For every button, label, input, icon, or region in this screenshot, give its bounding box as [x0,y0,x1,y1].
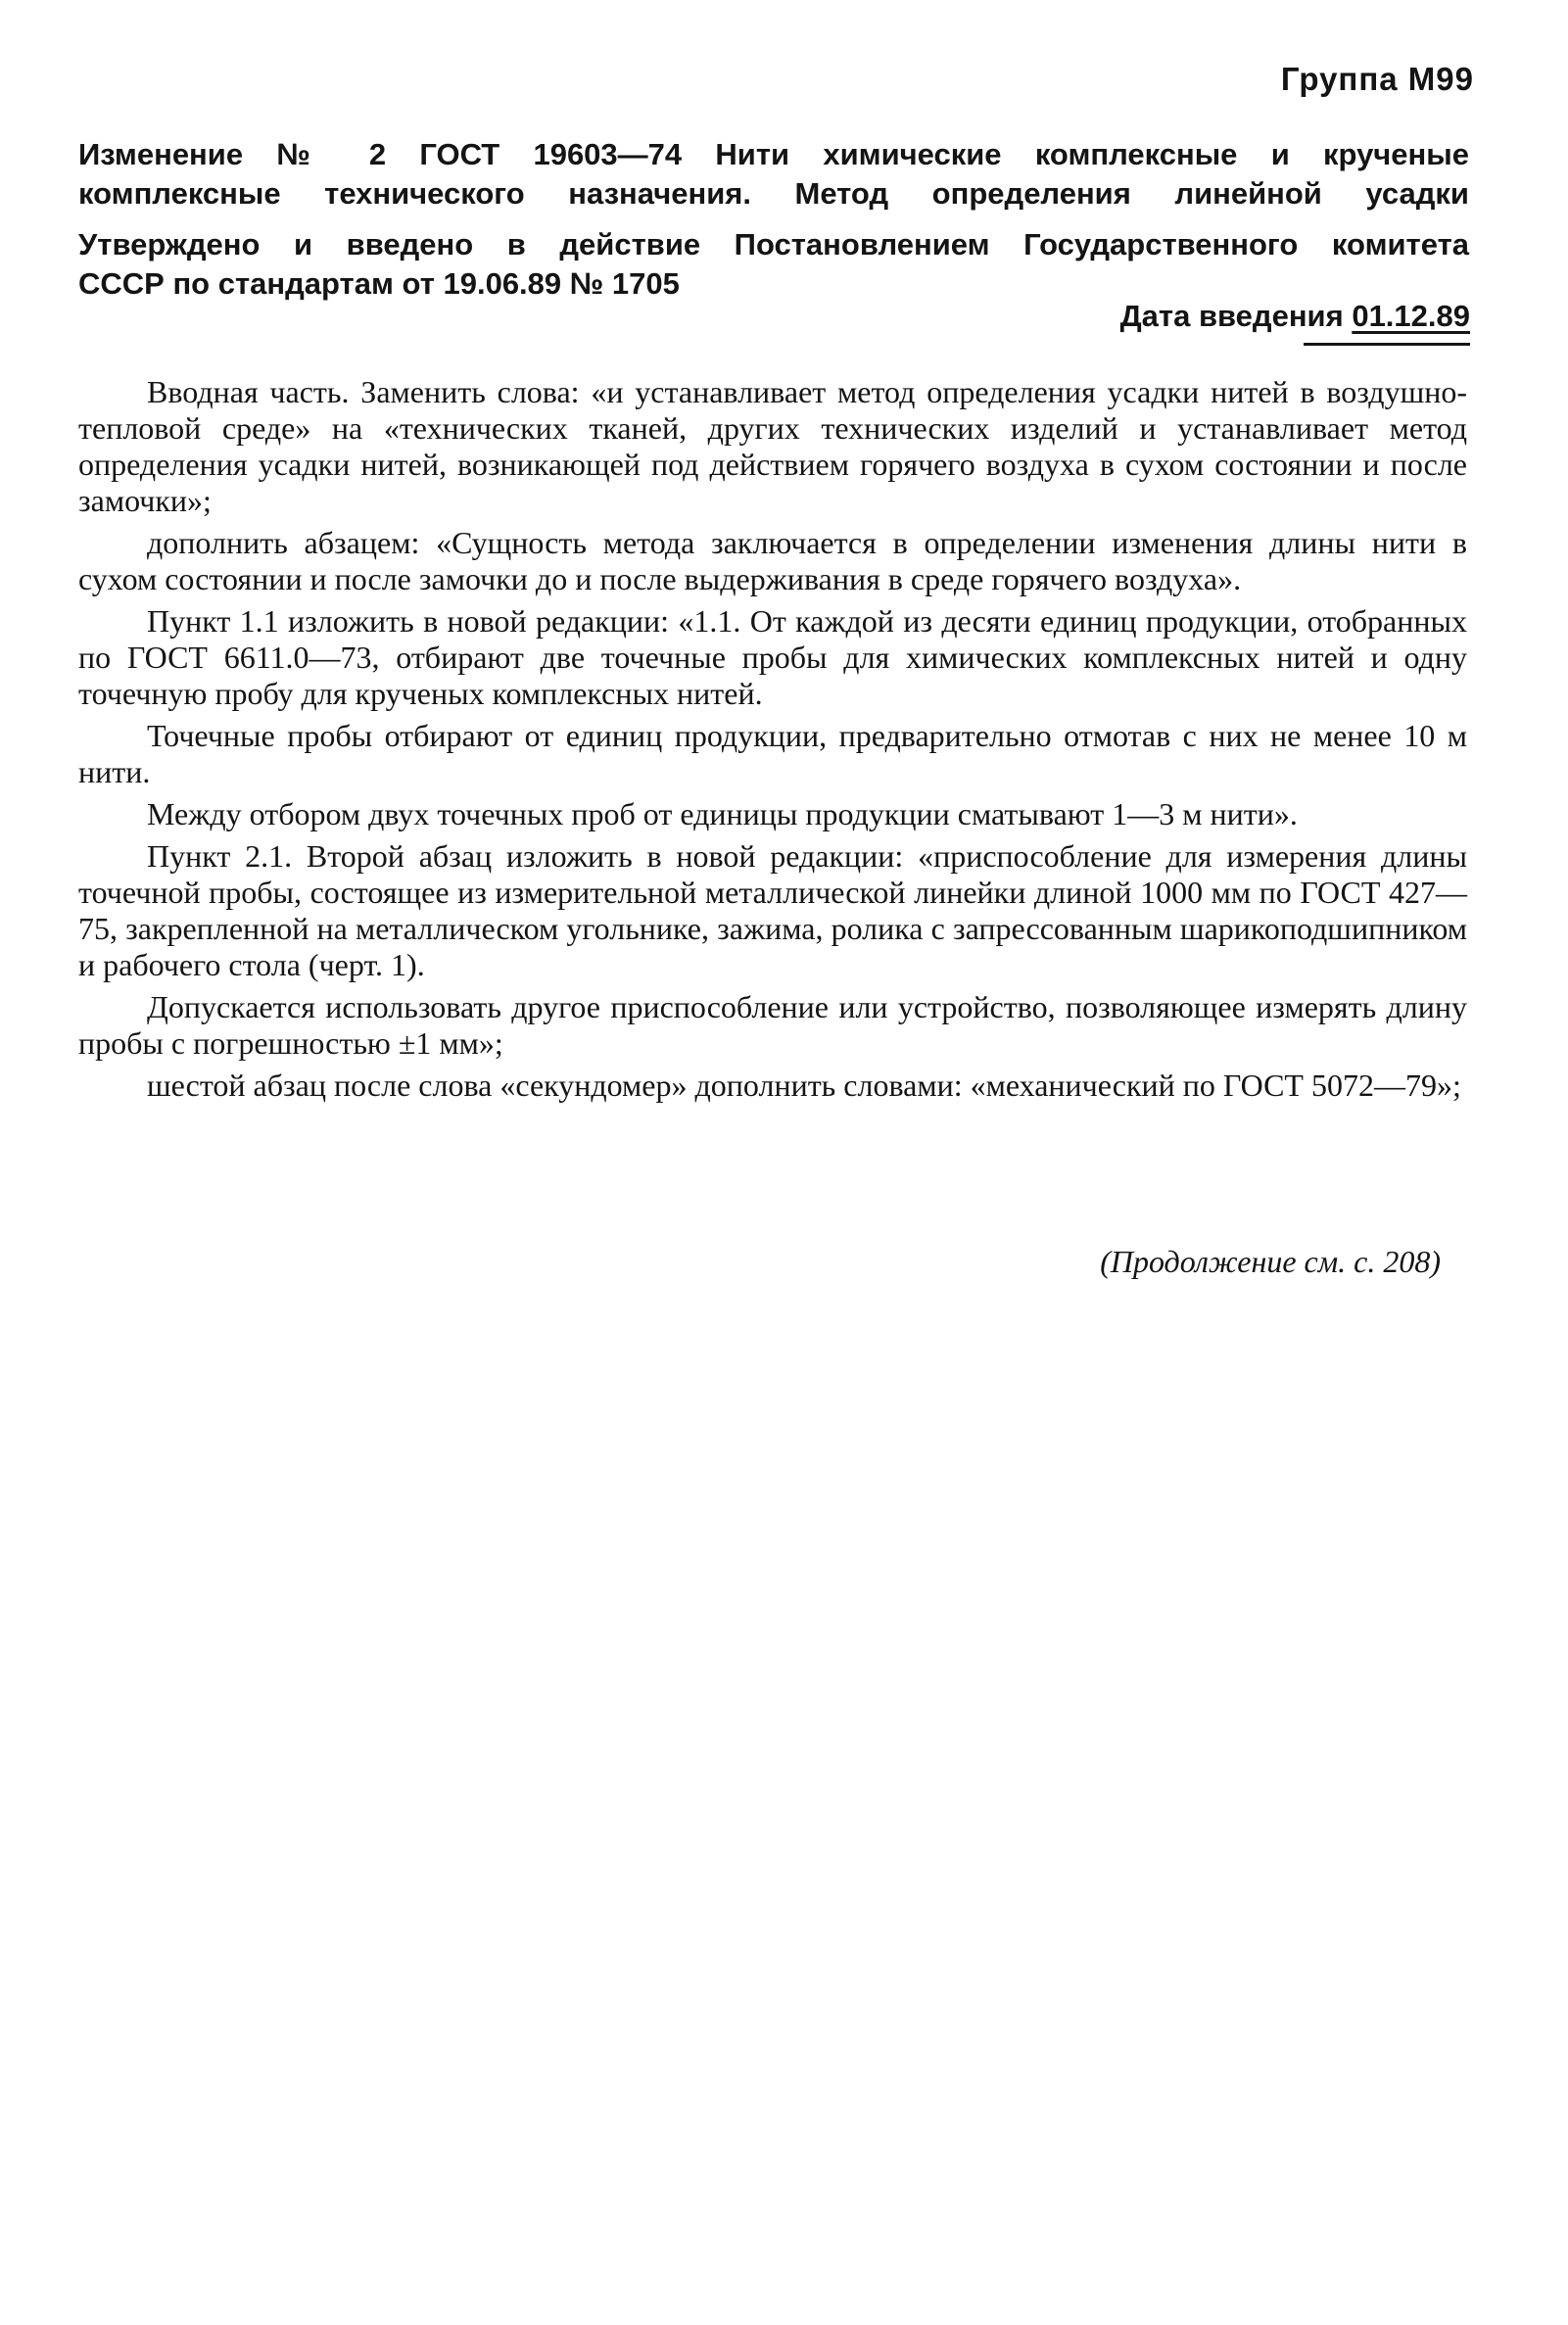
paragraph: Вводная часть. Заменить слова: «и устанавливает метод определения усадки нитей в воздушно-тепловой среде» на «технических тканей, других технических изделий и устанавливает метод определения усадки нитей, возникающей под действием горячего воздуха в сухом состоянии и после замочки»; [78,374,1467,518]
effective-date-rule [1304,343,1470,346]
approval-line-1: Утверждено и введено в действие Постановлением Государственного комитета [78,227,1469,261]
paragraph: Пункт 2.1. Второй абзац изложить в новой редакции: «приспособление для измерения длины точечной пробы, состоящее из измерительной металлической линейки длиной 1000 мм по ГОСТ 427—75, закрепленной на металлическом угольнике, зажима, ролика с запрессованным шарикоподшипником и рабочего стола (черт. 1). [78,838,1467,982]
paragraph: Между отбором двух точечных проб от единицы продукции сматывают 1—3 м нити». [147,796,1298,831]
amendment-title [78,135,1469,214]
effective-date [1120,299,1470,334]
paragraph: шестой абзац после слова «секундомер» дополнить словами: «механический по ГОСТ 5072—79»; [147,1068,1461,1103]
paragraph: Допускается использовать другое приспособление или устройство, позволяющее измерять длину пробы с погрешностью ±1 мм»; [78,989,1467,1061]
amendment-title-line-1: Изменение № 2 ГОСТ 19603—74 Нити химические комплексные и крученые [78,137,1469,171]
amendment-title-line-2: комплексные технического назначения. Метод определения линейной усадки [78,176,1469,211]
paragraph: дополнить абзацем: «Сущность метода заключается в определении изменения длины нити в сухом состоянии и после замочки до и после выдерживания в среде горячего воздуха». [78,525,1467,596]
effective-date-label: Дата введения [1119,299,1344,333]
effective-date-value: 01.12.89 [1352,299,1470,333]
continuation-note: (Продолжение см. с. 208) [1100,1244,1441,1279]
amendment-body [78,374,1467,1110]
paragraph: Точечные пробы отбирают от единиц продукции, предварительно отмотав с них не менее 10 м нити. [78,718,1467,789]
group-code: Группа М99 [1280,61,1474,97]
approval-statement [78,225,1469,304]
approval-line-2: СССР по стандартам от 19.06.89 № 1705 [78,266,680,301]
paragraph: Пункт 1.1 изложить в новой редакции: «1.1. От каждой из десяти единиц продукции, отобранных по ГОСТ 6611.0—73, отбирают две точечные пробы для химических комплексных нитей и одну точечную пробу для крученых комплексных нитей. [78,603,1467,711]
